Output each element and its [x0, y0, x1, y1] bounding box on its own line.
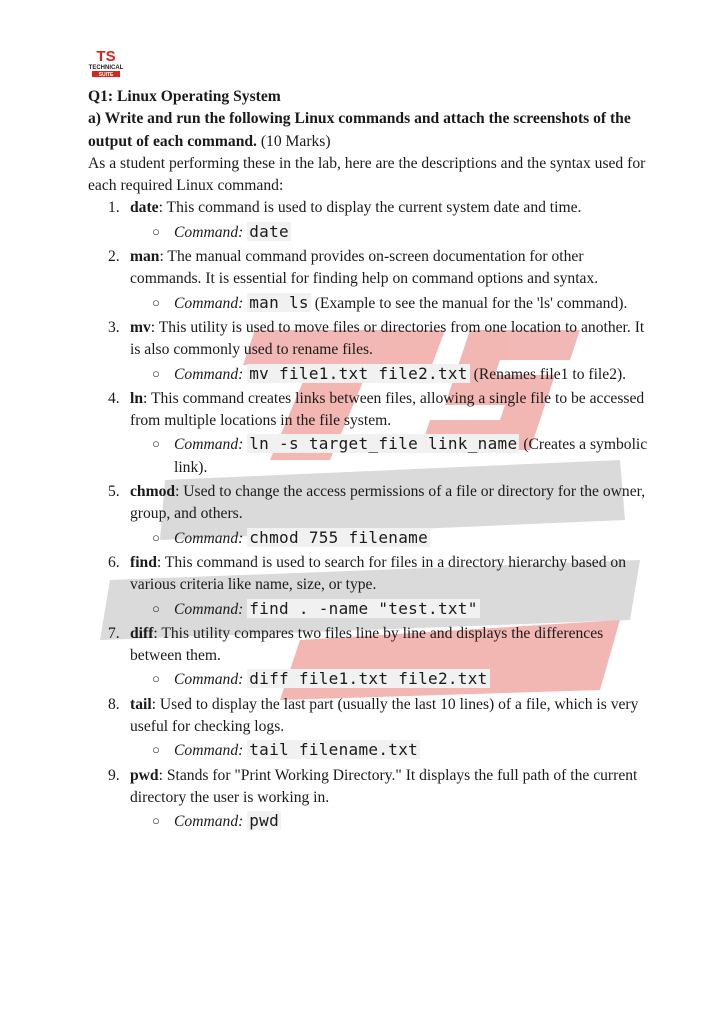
- command-note: (Creates a symbolic link).: [174, 436, 648, 476]
- command-item: [108, 481, 648, 550]
- command-item: [108, 246, 648, 315]
- question-subtitle-text: a) Write and run the following Linux commands and attach the screenshots of the output of each command.: [88, 110, 631, 150]
- command-sublist: [130, 810, 648, 833]
- command-label: Command:: [174, 671, 244, 689]
- command-item: [108, 388, 648, 479]
- item-number: 8.: [108, 695, 120, 713]
- command-sublist: [130, 739, 648, 762]
- hollow-bullet-icon: ○: [152, 671, 160, 687]
- item-number: 7.: [108, 624, 120, 642]
- command-sublist: [130, 292, 648, 315]
- command-code: date: [249, 221, 289, 241]
- command-sublist: [130, 363, 648, 386]
- hollow-bullet-icon: ○: [152, 223, 160, 239]
- command-example: [130, 810, 648, 833]
- question-subtitle: [88, 108, 648, 153]
- command-sublist: [130, 668, 648, 691]
- command-name: pwd: [130, 766, 159, 784]
- command-description: : This command creates links between files, allowing a single file to be accessed from multiple locations in the file system.: [130, 389, 645, 430]
- command-label: Command:: [174, 436, 244, 454]
- command-example: [130, 363, 648, 386]
- command-code: tail filename.txt: [249, 740, 419, 760]
- command-list: [88, 197, 648, 833]
- command-item: [108, 694, 648, 763]
- command-name: tail: [130, 695, 152, 713]
- svg-text:SUITE: SUITE: [98, 72, 114, 78]
- command-label: Command:: [174, 529, 244, 547]
- command-code: mv file1.txt file2.txt: [249, 363, 468, 383]
- command-description: : This command is used to search for files in a directory hierarchy based on various criteria like name, size, or type.: [130, 553, 626, 594]
- command-name: date: [130, 199, 159, 217]
- command-item: [108, 552, 648, 621]
- command-code: man ls: [249, 292, 309, 312]
- command-item: [108, 317, 648, 386]
- command-description: : This command is used to display the current system date and time.: [158, 199, 582, 217]
- hollow-bullet-icon: ○: [152, 529, 160, 545]
- hollow-bullet-icon: ○: [152, 294, 160, 310]
- brand-logo: [88, 46, 124, 78]
- command-example: [130, 221, 648, 244]
- hollow-bullet-icon: ○: [152, 813, 160, 829]
- hollow-bullet-icon: ○: [152, 436, 160, 452]
- command-label: Command:: [174, 742, 244, 760]
- svg-text:TECHNICAL: TECHNICAL: [88, 65, 124, 71]
- command-sublist: [130, 598, 648, 621]
- command-code: pwd: [249, 811, 280, 831]
- command-code: chmod 755 filename: [249, 527, 429, 547]
- command-example: [130, 292, 648, 315]
- command-code: find . -name "test.txt": [249, 598, 478, 618]
- command-label: Command:: [174, 365, 244, 383]
- command-description: : This utility compares two files line by line and displays the differences between them.: [130, 624, 604, 665]
- command-description: : This utility is used to move files or directories from one location to another. It is also commonly used to rename files.: [130, 318, 645, 359]
- item-number: 9.: [108, 766, 120, 784]
- command-name: ln: [130, 389, 144, 407]
- svg-text:TS: TS: [96, 48, 116, 65]
- command-example: [130, 527, 648, 550]
- command-sublist: [130, 221, 648, 244]
- command-label: Command:: [174, 223, 244, 241]
- command-item: [108, 197, 648, 244]
- command-label: Command:: [174, 600, 244, 618]
- command-note: (Renames file1 to file2).: [473, 365, 627, 383]
- command-item: [108, 765, 648, 834]
- command-description: : Stands for "Print Working Directory." It displays the full path of the current directory the user is working in.: [130, 766, 638, 806]
- command-sublist: [130, 527, 648, 550]
- command-label: Command:: [174, 294, 244, 312]
- item-number: 5.: [108, 483, 120, 501]
- command-example: [130, 668, 648, 691]
- document-body: [88, 86, 648, 836]
- command-example: [130, 433, 648, 479]
- hollow-bullet-icon: ○: [152, 600, 160, 616]
- question-title: Q1: Linux Operating System: [88, 88, 281, 105]
- command-name: mv: [130, 318, 151, 336]
- command-example: [130, 598, 648, 621]
- command-name: man: [130, 248, 160, 266]
- command-name: chmod: [130, 483, 176, 501]
- command-description: : Used to change the access permissions of a file or directory for the owner, group, and others.: [130, 483, 646, 523]
- marks-label: (10 Marks): [260, 132, 331, 150]
- command-code: ln -s target_file link_name: [249, 434, 518, 454]
- hollow-bullet-icon: ○: [152, 742, 160, 758]
- command-name: find: [130, 553, 157, 571]
- hollow-bullet-icon: ○: [152, 365, 160, 381]
- command-sublist: [130, 433, 648, 479]
- intro-paragraph: As a student performing these in the lab, here are the descriptions and the syntax used for each required Linux command:: [88, 154, 646, 195]
- item-number: 1.: [108, 199, 120, 217]
- command-name: diff: [130, 624, 154, 642]
- command-example: [130, 739, 648, 762]
- command-description: : The manual command provides on-screen documentation for other commands. It is essential for finding help on command options and syntax.: [130, 248, 599, 288]
- item-number: 4.: [108, 389, 120, 407]
- command-label: Command:: [174, 813, 244, 831]
- item-number: 3.: [108, 318, 120, 336]
- command-code: diff file1.txt file2.txt: [249, 669, 488, 689]
- item-number: 6.: [108, 553, 120, 571]
- command-item: [108, 623, 648, 692]
- command-description: : Used to display the last part (usually the last 10 lines) of a file, which is very useful for checking logs.: [130, 695, 639, 736]
- item-number: 2.: [108, 248, 120, 266]
- command-note: (Example to see the manual for the 'ls' command).: [314, 294, 628, 312]
